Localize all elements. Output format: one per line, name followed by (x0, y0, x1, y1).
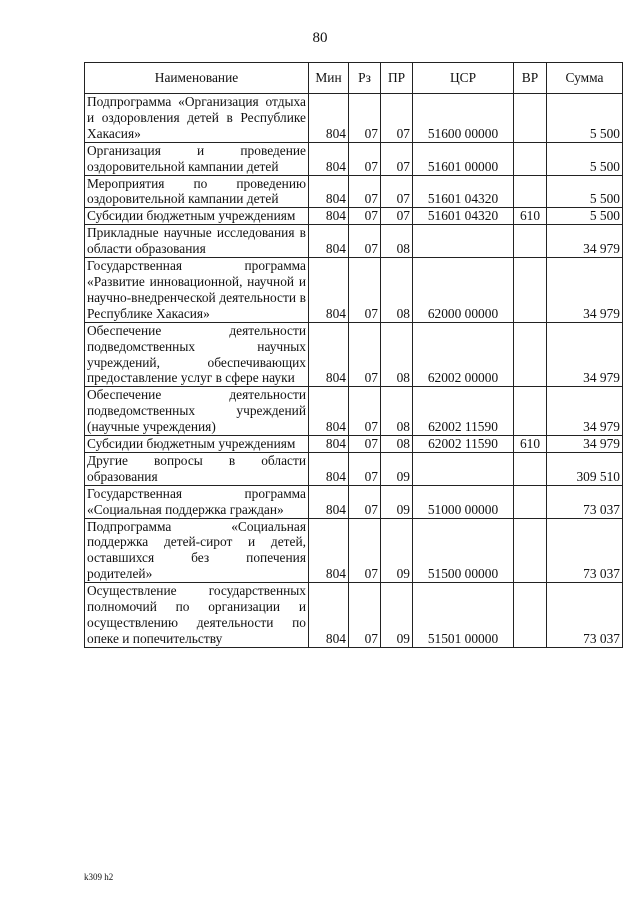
table-row (85, 518, 623, 583)
cell-min: 804 (309, 208, 349, 225)
cell-name: Государственная программа «Социальная поддержка граждан» (85, 485, 309, 518)
cell-name: Осуществление государственных полномочий по организации и осуществлению деятельности по опеке и попечительству (85, 583, 309, 648)
table-row (85, 583, 623, 648)
table-row (85, 436, 623, 453)
cell-rz: 07 (349, 387, 381, 436)
cell-name: Организация и проведение оздоровительной кампании детей (85, 142, 309, 175)
cell-csr: 51600 00000 (413, 94, 514, 143)
cell-rz: 07 (349, 175, 381, 208)
cell-rz: 07 (349, 142, 381, 175)
cell-sum: 5 500 (547, 175, 623, 208)
cell-pr: 09 (381, 518, 413, 583)
cell-csr: 51500 00000 (413, 518, 514, 583)
cell-name: Подпрограмма «Социальная поддержка детей-сирот и детей, оставшихся без попечения родителей» (85, 518, 309, 583)
cell-sum: 5 500 (547, 142, 623, 175)
table-body (85, 94, 623, 648)
cell-csr: 51601 04320 (413, 175, 514, 208)
cell-rz: 07 (349, 518, 381, 583)
cell-pr: 07 (381, 208, 413, 225)
cell-min: 804 (309, 436, 349, 453)
cell-name: Подпрограмма «Организация отдыха и оздоровления детей в Республике Хакасия» (85, 94, 309, 143)
cell-csr: 62002 00000 (413, 322, 514, 387)
cell-vr (514, 94, 547, 143)
cell-min: 804 (309, 452, 349, 485)
cell-rz: 07 (349, 94, 381, 143)
cell-pr: 07 (381, 175, 413, 208)
cell-vr (514, 485, 547, 518)
cell-sum: 73 037 (547, 485, 623, 518)
table-header-row (85, 63, 623, 94)
cell-vr (514, 142, 547, 175)
cell-pr: 07 (381, 94, 413, 143)
cell-name: Субсидии бюджетным учреждениям (85, 208, 309, 225)
cell-rz: 07 (349, 452, 381, 485)
cell-min: 804 (309, 518, 349, 583)
cell-vr (514, 225, 547, 258)
cell-min: 804 (309, 175, 349, 208)
table-row (85, 387, 623, 436)
cell-pr: 09 (381, 485, 413, 518)
cell-name: Другие вопросы в области образования (85, 452, 309, 485)
cell-min: 804 (309, 387, 349, 436)
cell-sum: 34 979 (547, 322, 623, 387)
header-vr: ВР (514, 63, 547, 94)
cell-sum: 5 500 (547, 94, 623, 143)
cell-pr: 07 (381, 142, 413, 175)
cell-min: 804 (309, 94, 349, 143)
cell-vr (514, 387, 547, 436)
cell-csr (413, 225, 514, 258)
cell-rz: 07 (349, 436, 381, 453)
table-row (85, 452, 623, 485)
cell-sum: 73 037 (547, 518, 623, 583)
table-row (85, 208, 623, 225)
header-sum: Сумма (547, 63, 623, 94)
header-csr: ЦСР (413, 63, 514, 94)
cell-rz: 07 (349, 258, 381, 323)
cell-name: Обеспечение деятельности подведомственных научных учреждений, обеспечивающих предоставление услуг в сфере науки (85, 322, 309, 387)
cell-vr (514, 175, 547, 208)
cell-vr: 610 (514, 436, 547, 453)
cell-rz: 07 (349, 208, 381, 225)
cell-min: 804 (309, 583, 349, 648)
cell-sum: 34 979 (547, 387, 623, 436)
table-row (85, 142, 623, 175)
footer-code: k309 h2 (84, 872, 114, 882)
header-name: Наименование (85, 63, 309, 94)
cell-vr (514, 452, 547, 485)
table-row (85, 322, 623, 387)
cell-rz: 07 (349, 485, 381, 518)
cell-csr: 51601 04320 (413, 208, 514, 225)
table-row (85, 485, 623, 518)
cell-min: 804 (309, 142, 349, 175)
table-row (85, 94, 623, 143)
cell-rz: 07 (349, 225, 381, 258)
table-row (85, 258, 623, 323)
cell-sum: 34 979 (547, 436, 623, 453)
cell-csr: 51000 00000 (413, 485, 514, 518)
cell-csr: 51501 00000 (413, 583, 514, 648)
cell-sum: 309 510 (547, 452, 623, 485)
cell-vr (514, 322, 547, 387)
cell-csr (413, 452, 514, 485)
cell-pr: 09 (381, 452, 413, 485)
cell-pr: 08 (381, 387, 413, 436)
table-row (85, 225, 623, 258)
cell-rz: 07 (349, 322, 381, 387)
cell-vr (514, 583, 547, 648)
cell-sum: 34 979 (547, 258, 623, 323)
header-rz: Рз (349, 63, 381, 94)
cell-pr: 08 (381, 436, 413, 453)
cell-vr (514, 258, 547, 323)
cell-min: 804 (309, 485, 349, 518)
cell-csr: 62002 11590 (413, 387, 514, 436)
page-number: 80 (312, 30, 328, 46)
cell-pr: 08 (381, 258, 413, 323)
cell-name: Мероприятия по проведению оздоровительной кампании детей (85, 175, 309, 208)
cell-sum: 34 979 (547, 225, 623, 258)
cell-csr: 62002 11590 (413, 436, 514, 453)
cell-min: 804 (309, 258, 349, 323)
cell-vr (514, 518, 547, 583)
cell-sum: 73 037 (547, 583, 623, 648)
cell-vr: 610 (514, 208, 547, 225)
cell-csr: 62000 00000 (413, 258, 514, 323)
cell-name: Субсидии бюджетным учреждениям (85, 436, 309, 453)
cell-name: Государственная программа «Развитие инновационной, научной и научно-внедренческой деятельности в Республике Хакасия» (85, 258, 309, 323)
cell-sum: 5 500 (547, 208, 623, 225)
cell-rz: 07 (349, 583, 381, 648)
header-pr: ПР (381, 63, 413, 94)
cell-pr: 09 (381, 583, 413, 648)
cell-min: 804 (309, 322, 349, 387)
cell-min: 804 (309, 225, 349, 258)
table-row (85, 175, 623, 208)
cell-pr: 08 (381, 322, 413, 387)
cell-pr: 08 (381, 225, 413, 258)
budget-table (84, 62, 623, 648)
header-min: Мин (309, 63, 349, 94)
cell-name: Обеспечение деятельности подведомственных учреждений (научные учреждения) (85, 387, 309, 436)
cell-name: Прикладные научные исследования в области образования (85, 225, 309, 258)
cell-csr: 51601 00000 (413, 142, 514, 175)
